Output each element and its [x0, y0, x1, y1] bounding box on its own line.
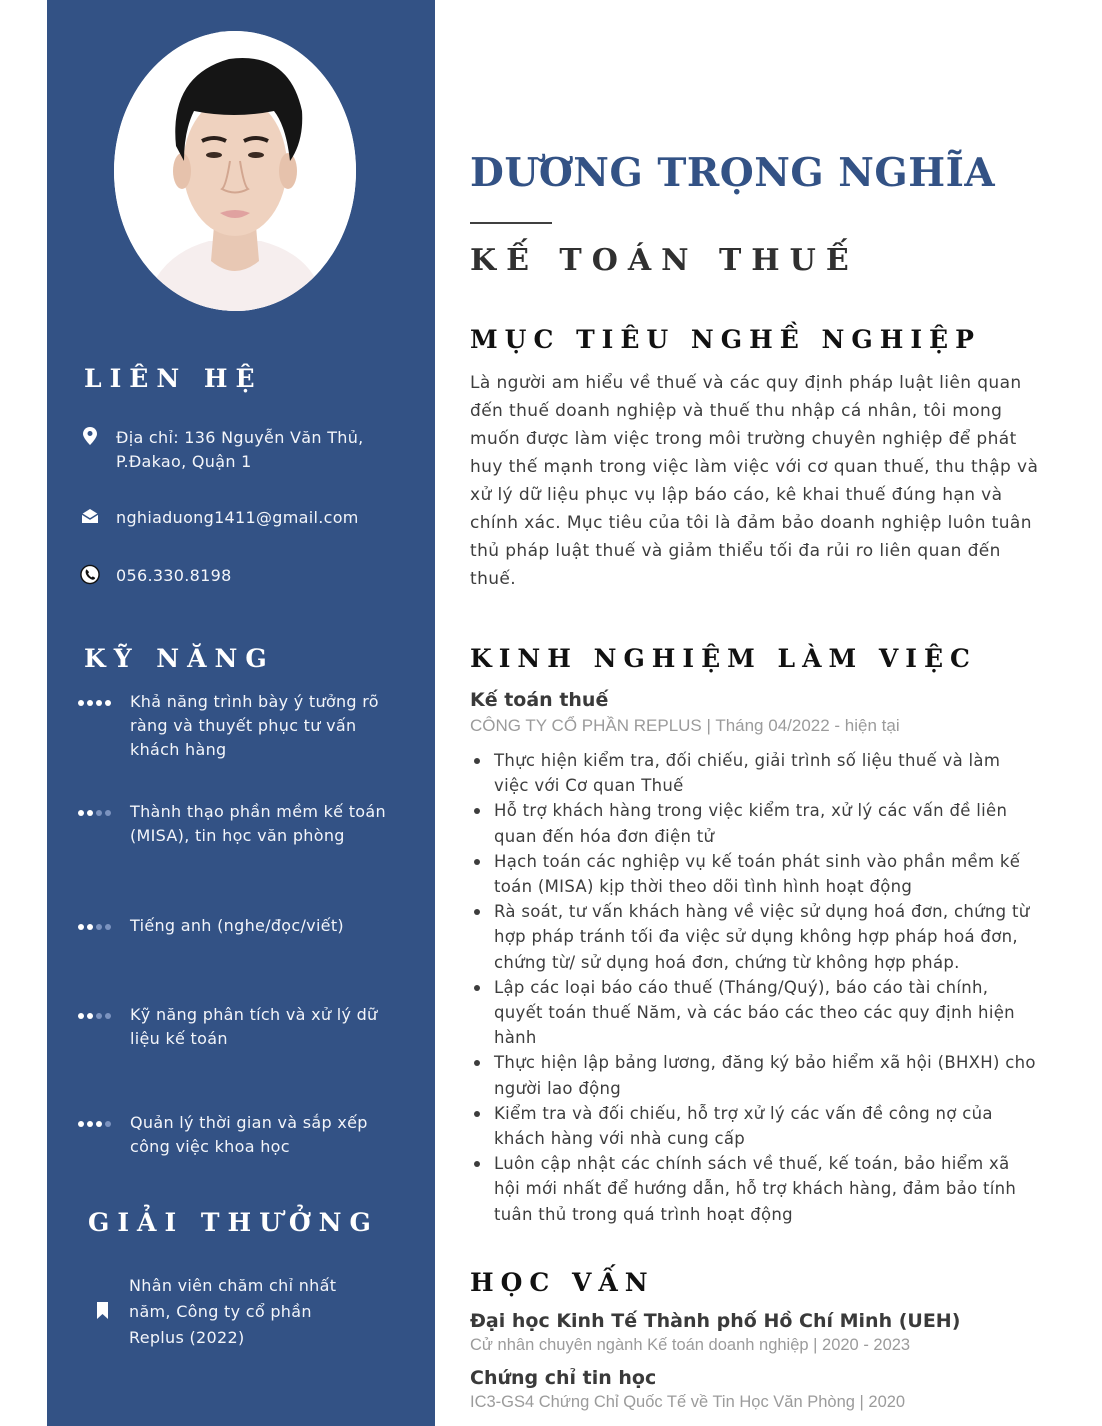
job-role: Kế toán thuế [470, 689, 609, 711]
skill-item [78, 914, 418, 938]
skill-text: Kỹ năng phân tích và xử lý dữ liệu kế toán [130, 1005, 378, 1048]
duty-item: Kiểm tra và đối chiếu, hỗ trợ xử lý các vấn đề công nợ của khách hàng với nhà cung cấp [470, 1101, 1040, 1151]
skill-dot-filled [87, 1121, 93, 1127]
duty-item: Thực hiện lập bảng lương, đăng ký bảo hiểm xã hội (BHXH) cho người lao động [470, 1050, 1040, 1100]
duty-item: Thực hiện kiểm tra, đối chiếu, giải trình số liệu thuế và làm việc với Cơ quan Thuế [470, 748, 1040, 798]
skills-heading: KỸ NĂNG [84, 644, 275, 673]
duty-item: Luôn cập nhật các chính sách về thuế, kế toán, bảo hiểm xã hội mới nhất để hướng dẫn, hỗ trợ khách hàng, đảm bảo tính tuân thủ trong quá trình hoạt động [470, 1151, 1040, 1227]
skill-dot-filled [78, 1121, 84, 1127]
address-text: Địa chỉ: 136 Nguyễn Văn Thủ, P.Đakao, Quận 1 [116, 428, 364, 471]
skill-text: Tiếng anh (nghe/đọc/viết) [130, 916, 344, 935]
skill-dot-filled [105, 700, 111, 706]
awards-heading: GIẢI THƯỞNG [88, 1208, 379, 1237]
objective-heading: MỤC TIÊU NGHỀ NGHIỆP [470, 325, 981, 354]
candidate-name: DƯƠNG TRỌNG NGHĨA [470, 150, 996, 196]
experience-heading: KINH NGHIỆM LÀM VIỆC [470, 644, 977, 673]
skill-dot-filled [87, 1013, 93, 1019]
contact-heading: LIÊN HỆ [84, 364, 263, 393]
education-meta: IC3-GS4 Chứng Chỉ Quốc Tế về Tin Học Văn Phòng | 2020 [470, 1393, 906, 1411]
skill-level-2-of-4 [78, 800, 130, 816]
duty-item: Lập các loại báo cáo thuế (Tháng/Quý), báo cáo tài chính, quyết toán thuế Năm, và các báo các theo các quy định hiện hành [470, 975, 1040, 1051]
skill-item [78, 690, 418, 762]
skill-dot-filled [78, 700, 84, 706]
job-meta: CÔNG TY CỔ PHẦN REPLUS | Tháng 04/2022 - hiện tại [470, 716, 900, 735]
award-item [97, 1273, 369, 1351]
skill-item [78, 800, 418, 848]
skill-level-2-of-4 [78, 914, 130, 930]
duty-item: Rà soát, tư vấn khách hàng về việc sử dụng hoá đơn, chứng từ hợp pháp tránh tối đa việc sử dụng không hợp pháp hoá đơn, chứng từ/ sử dụng hoá đơn, chứng từ không hợp pháp. [470, 899, 1040, 975]
contact-phone[interactable] [80, 564, 232, 588]
skill-dot-empty [105, 1013, 111, 1019]
objective-text: Là người am hiểu về thuế và các quy định pháp luật liên quan đến thuế doanh nghiệp và thuế thu nhập cá nhân, tôi mong muốn được làm việc trong môi trường chuyên nghiệp để phát huy thế mạnh trong việc làm việc với cơ quan thuế, thu thập và xử lý dữ liệu phục vụ lập báo cáo, kê khai thuế đúng hạn và chính xác. Mục tiêu của tôi là đảm bảo doanh nghiệp luôn tuân thủ pháp luật thuế và giảm thiểu tối đa rủi ro liên quan đến thuế. [470, 373, 1039, 589]
skill-level-3-of-4 [78, 1111, 130, 1127]
education-meta: Cử nhân chuyên ngành Kế toán doanh nghiệp | 2020 - 2023 [470, 1336, 911, 1354]
job-duties-list [470, 748, 1040, 1227]
phone-icon [80, 564, 100, 584]
skill-text: Khả năng trình bày ý tưởng rõ ràng và thuyết phục tư vấn khách hàng [130, 692, 379, 759]
duty-item: Hỗ trợ khách hàng trong việc kiểm tra, xử lý các vấn đề liên quan đến hóa đơn điện tử [470, 798, 1040, 848]
education-heading: HỌC VẤN [470, 1268, 655, 1297]
contact-email[interactable] [80, 506, 359, 530]
map-pin-icon [80, 426, 100, 446]
education-title: Chứng chỉ tin học [470, 1367, 657, 1389]
skill-dot-empty [105, 810, 111, 816]
skill-item [78, 1003, 418, 1051]
skill-dot-empty [96, 810, 102, 816]
skill-dot-empty [105, 1121, 111, 1127]
skill-dot-filled [87, 810, 93, 816]
sidebar [47, 0, 435, 1426]
skill-dot-filled [78, 924, 84, 930]
bookmark-icon [97, 1302, 109, 1323]
skill-item [78, 1111, 418, 1159]
education-title: Đại học Kinh Tế Thành phố Hồ Chí Minh (UEH) [470, 1310, 961, 1332]
skill-dot-filled [78, 1013, 84, 1019]
name-divider [470, 222, 552, 224]
skill-dot-empty [105, 924, 111, 930]
skill-dot-filled [96, 1121, 102, 1127]
skill-dot-filled [87, 924, 93, 930]
skill-dot-filled [96, 700, 102, 706]
phone-link[interactable]: 056.330.8198 [116, 566, 232, 585]
skill-dot-filled [87, 700, 93, 706]
profile-photo [114, 31, 356, 311]
skill-level-2-of-4 [78, 1003, 130, 1019]
duty-item: Hạch toán các nghiệp vụ kế toán phát sinh vào phần mềm kế toán (MISA) kịp thời theo dõi tình hình hoạt động [470, 849, 1040, 899]
email-link[interactable]: nghiaduong1411@gmail.com [116, 508, 359, 527]
award-text: Nhân viên chăm chỉ nhất năm, Công ty cổ phần Replus (2022) [129, 1276, 337, 1347]
contact-address [80, 426, 396, 474]
portrait-illustration [114, 31, 356, 311]
skill-text: Quản lý thời gian và sắp xếp công việc khoa học [130, 1113, 368, 1156]
envelope-icon [80, 506, 100, 526]
skill-text: Thành thạo phần mềm kế toán (MISA), tin học văn phòng [130, 802, 386, 845]
skill-dot-empty [96, 924, 102, 930]
skill-dot-filled [78, 810, 84, 816]
skill-dot-empty [96, 1013, 102, 1019]
job-title: KẾ TOÁN THUẾ [470, 243, 859, 278]
skill-level-4-of-4 [78, 690, 130, 706]
